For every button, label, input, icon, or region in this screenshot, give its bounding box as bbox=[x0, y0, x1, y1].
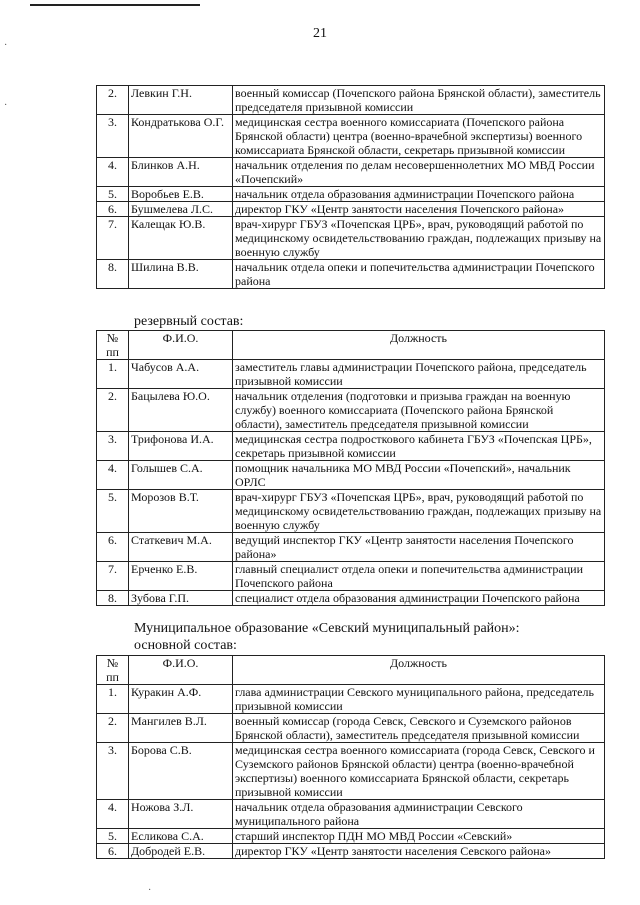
table-row bbox=[97, 217, 605, 260]
table-row bbox=[97, 844, 605, 859]
table-row bbox=[97, 829, 605, 844]
row-name: Левкин Г.Н. bbox=[129, 86, 233, 115]
header-position: Должность bbox=[233, 656, 605, 685]
row-position: начальник отдела образования администрации Севского муниципального района bbox=[233, 800, 605, 829]
row-position: директор ГКУ «Центр занятости населения Почепского района» bbox=[233, 202, 605, 217]
row-name: Мангилев В.Л. bbox=[129, 714, 233, 743]
row-number: 6. bbox=[97, 844, 129, 859]
row-name: Ерченко Е.В. bbox=[129, 562, 233, 591]
row-name: Куракин А.Ф. bbox=[129, 685, 233, 714]
row-number: 2. bbox=[97, 714, 129, 743]
scan-mark: · bbox=[4, 40, 8, 51]
sevsk-main-table bbox=[96, 655, 605, 859]
scan-mark: · bbox=[148, 885, 152, 896]
row-name: Кондратькова О.Г. bbox=[129, 115, 233, 158]
row-number: 6. bbox=[97, 202, 129, 217]
row-number: 5. bbox=[97, 490, 129, 533]
row-number: 8. bbox=[97, 260, 129, 289]
row-number: 3. bbox=[97, 115, 129, 158]
row-position: медицинская сестра военного комиссариата (города Севск, Севского и Суземского районов Брянской области) центра (военно-врачебной экспертизы) военного комиссариата Брянской области, секретарь призывной комиссии bbox=[233, 743, 605, 800]
table-row bbox=[97, 260, 605, 289]
reserve-caption: резервный состав: bbox=[134, 314, 244, 329]
table-row bbox=[97, 714, 605, 743]
row-name: Статкевич М.А. bbox=[129, 533, 233, 562]
row-position: военный комиссар (Почепского района Брянской области), заместитель председателя призывной комиссии bbox=[233, 86, 605, 115]
row-position: врач-хирург ГБУЗ «Почепская ЦРБ», врач, руководящий работой по медицинскому освидетельствованию граждан, подлежащих призыву на военную службу bbox=[233, 490, 605, 533]
row-position: специалист отдела образования администрации Почепского района bbox=[233, 591, 605, 606]
table-row bbox=[97, 389, 605, 432]
row-number: 3. bbox=[97, 743, 129, 800]
row-name: Добродей Е.В. bbox=[129, 844, 233, 859]
table-row bbox=[97, 533, 605, 562]
table-row bbox=[97, 461, 605, 490]
header-name: Ф.И.О. bbox=[129, 656, 233, 685]
row-number: 4. bbox=[97, 800, 129, 829]
row-number: 2. bbox=[97, 86, 129, 115]
header-position: Должность bbox=[233, 331, 605, 360]
row-position: ведущий инспектор ГКУ «Центр занятости населения Почепского района» bbox=[233, 533, 605, 562]
table-row bbox=[97, 360, 605, 389]
row-position: медицинская сестра военного комиссариата (Почепского района Брянской области) центра (военно-врачебной экспертизы) военного комиссариата Брянской области, секретарь призывной комиссии bbox=[233, 115, 605, 158]
table-header-row bbox=[97, 656, 605, 685]
table-row bbox=[97, 202, 605, 217]
table-header-row bbox=[97, 331, 605, 360]
row-position: глава администрации Севского муниципального района, председатель призывной комиссии bbox=[233, 685, 605, 714]
row-name: Калещак Ю.В. bbox=[129, 217, 233, 260]
pochep-main-table-body bbox=[97, 86, 605, 289]
pochep-reserve-table bbox=[96, 330, 605, 606]
row-number: 5. bbox=[97, 829, 129, 844]
pochep-reserve-table-body bbox=[97, 360, 605, 606]
header-number: № пп bbox=[97, 656, 129, 685]
row-number: 8. bbox=[97, 591, 129, 606]
row-name: Блинков А.Н. bbox=[129, 158, 233, 187]
row-number: 4. bbox=[97, 158, 129, 187]
row-position: военный комиссар (города Севск, Севского и Суземского районов Брянской области), заместитель председателя призывной комиссии bbox=[233, 714, 605, 743]
table-row bbox=[97, 115, 605, 158]
row-name: Бушмелева Л.С. bbox=[129, 202, 233, 217]
row-position: начальник отдела образования администрации Почепского района bbox=[233, 187, 605, 202]
row-number: 7. bbox=[97, 562, 129, 591]
row-name: Трифонова И.А. bbox=[129, 432, 233, 461]
pochep-main-table bbox=[96, 85, 605, 289]
table-row bbox=[97, 187, 605, 202]
table-row bbox=[97, 86, 605, 115]
row-name: Шилина В.В. bbox=[129, 260, 233, 289]
row-number: 2. bbox=[97, 389, 129, 432]
sevsk-main-table-body bbox=[97, 685, 605, 859]
page-number: 21 bbox=[313, 26, 327, 41]
row-position: начальник отделения (подготовки и призыва граждан на военную службу) военного комиссариата (Почепского района Брянской области), заместитель председателя призывной комиссии bbox=[233, 389, 605, 432]
top-rule bbox=[30, 4, 200, 6]
row-name: Морозов В.Т. bbox=[129, 490, 233, 533]
sevsk-caption-line1: Муниципальное образование «Севский муниципальный район»: bbox=[134, 621, 520, 636]
row-position: медицинская сестра подросткового кабинета ГБУЗ «Почепская ЦРБ», секретарь призывной комиссии bbox=[233, 432, 605, 461]
header-name: Ф.И.О. bbox=[129, 331, 233, 360]
row-name: Есликова С.А. bbox=[129, 829, 233, 844]
table-row bbox=[97, 800, 605, 829]
table-row bbox=[97, 743, 605, 800]
row-position: старший инспектор ПДН МО МВД России «Севский» bbox=[233, 829, 605, 844]
row-name: Воробьев Е.В. bbox=[129, 187, 233, 202]
scan-mark: · bbox=[4, 100, 8, 111]
row-number: 6. bbox=[97, 533, 129, 562]
row-position: начальник отдела опеки и попечительства администрации Почепского района bbox=[233, 260, 605, 289]
row-position: начальник отделения по делам несовершеннолетних МО МВД России «Почепский» bbox=[233, 158, 605, 187]
header-number: № пп bbox=[97, 331, 129, 360]
table-row bbox=[97, 158, 605, 187]
row-name: Чабусов А.А. bbox=[129, 360, 233, 389]
row-position: врач-хирург ГБУЗ «Почепская ЦРБ», врач, руководящий работой по медицинскому освидетельствованию граждан, подлежащих призыву на военную службу bbox=[233, 217, 605, 260]
row-position: помощник начальника МО МВД России «Почепский», начальник ОРЛС bbox=[233, 461, 605, 490]
row-name: Бацылева Ю.О. bbox=[129, 389, 233, 432]
row-number: 3. bbox=[97, 432, 129, 461]
row-name: Борова С.В. bbox=[129, 743, 233, 800]
row-number: 5. bbox=[97, 187, 129, 202]
row-number: 7. bbox=[97, 217, 129, 260]
row-name: Зубова Г.П. bbox=[129, 591, 233, 606]
row-number: 1. bbox=[97, 360, 129, 389]
sevsk-caption-line2: основной состав: bbox=[134, 638, 237, 653]
row-number: 4. bbox=[97, 461, 129, 490]
row-position: заместитель главы администрации Почепского района, председатель призывной комиссии bbox=[233, 360, 605, 389]
table-row bbox=[97, 490, 605, 533]
row-position: главный специалист отдела опеки и попечительства администрации Почепского района bbox=[233, 562, 605, 591]
table-row bbox=[97, 685, 605, 714]
row-name: Ножова З.Л. bbox=[129, 800, 233, 829]
table-row bbox=[97, 562, 605, 591]
row-number: 1. bbox=[97, 685, 129, 714]
row-position: директор ГКУ «Центр занятости населения Севского района» bbox=[233, 844, 605, 859]
table-row bbox=[97, 591, 605, 606]
row-name: Голышев С.А. bbox=[129, 461, 233, 490]
table-row bbox=[97, 432, 605, 461]
